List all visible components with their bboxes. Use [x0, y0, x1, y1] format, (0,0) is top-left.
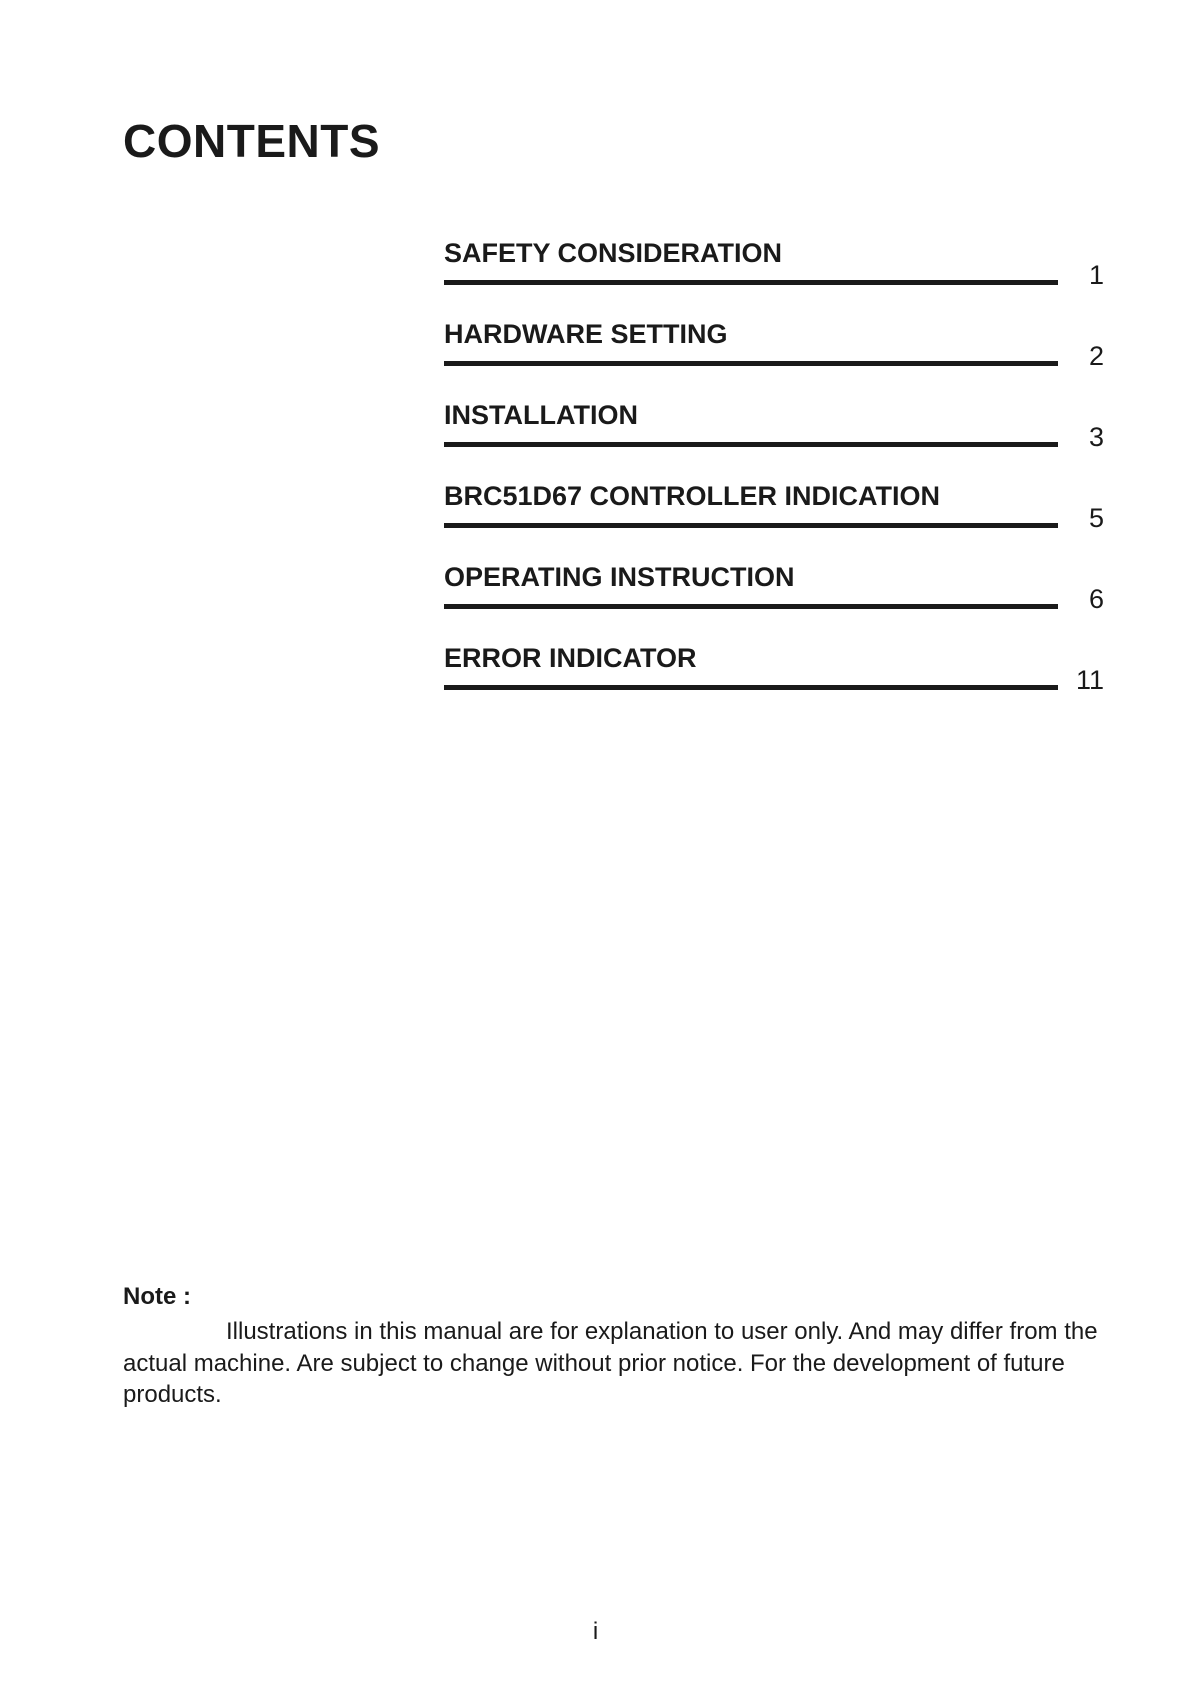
toc-entry-label: INSTALLATION: [444, 400, 638, 430]
toc-entry-page-number: 5: [1088, 503, 1104, 533]
page-number: i: [592, 1618, 599, 1645]
toc-entry-rule: [444, 442, 1058, 447]
toc-entry-page-number: 11: [1075, 665, 1104, 695]
table-of-contents: [444, 240, 1104, 726]
toc-entry-page-number: 2: [1088, 341, 1104, 371]
toc-entry-rule: [444, 604, 1058, 609]
toc-entry-page-number: 6: [1088, 584, 1104, 614]
toc-entry-installation[interactable]: [444, 402, 1104, 483]
toc-entry-label: BRC51D67 CONTROLLER INDICATION: [444, 481, 941, 511]
toc-entry-error-indicator[interactable]: [444, 645, 1104, 726]
toc-entry-label: OPERATING INSTRUCTION: [444, 562, 795, 592]
toc-entry-rule: [444, 523, 1058, 528]
toc-entry-page-number: 3: [1088, 422, 1104, 452]
page-title: CONTENTS: [123, 115, 380, 167]
toc-entry-label: SAFETY CONSIDERATION: [444, 238, 783, 268]
toc-entry-safety-consideration[interactable]: [444, 240, 1104, 321]
toc-entry-page-number: 1: [1088, 260, 1104, 290]
note-text: Illustrations in this manual are for explanation to user only. And may differ from the actual machine. Are subject to change without prior notice. For the development of future products.: [123, 1318, 1098, 1408]
toc-entry-label: HARDWARE SETTING: [444, 319, 728, 349]
toc-entry-rule: [444, 685, 1058, 690]
toc-entry-rule: [444, 361, 1058, 366]
toc-entry-label: ERROR INDICATOR: [444, 643, 697, 673]
note-heading: Note :: [123, 1283, 191, 1310]
toc-entry-hardware-setting[interactable]: [444, 321, 1104, 402]
toc-entry-controller-indication[interactable]: [444, 483, 1104, 564]
toc-entry-operating-instruction[interactable]: [444, 564, 1104, 645]
toc-entry-rule: [444, 280, 1058, 285]
